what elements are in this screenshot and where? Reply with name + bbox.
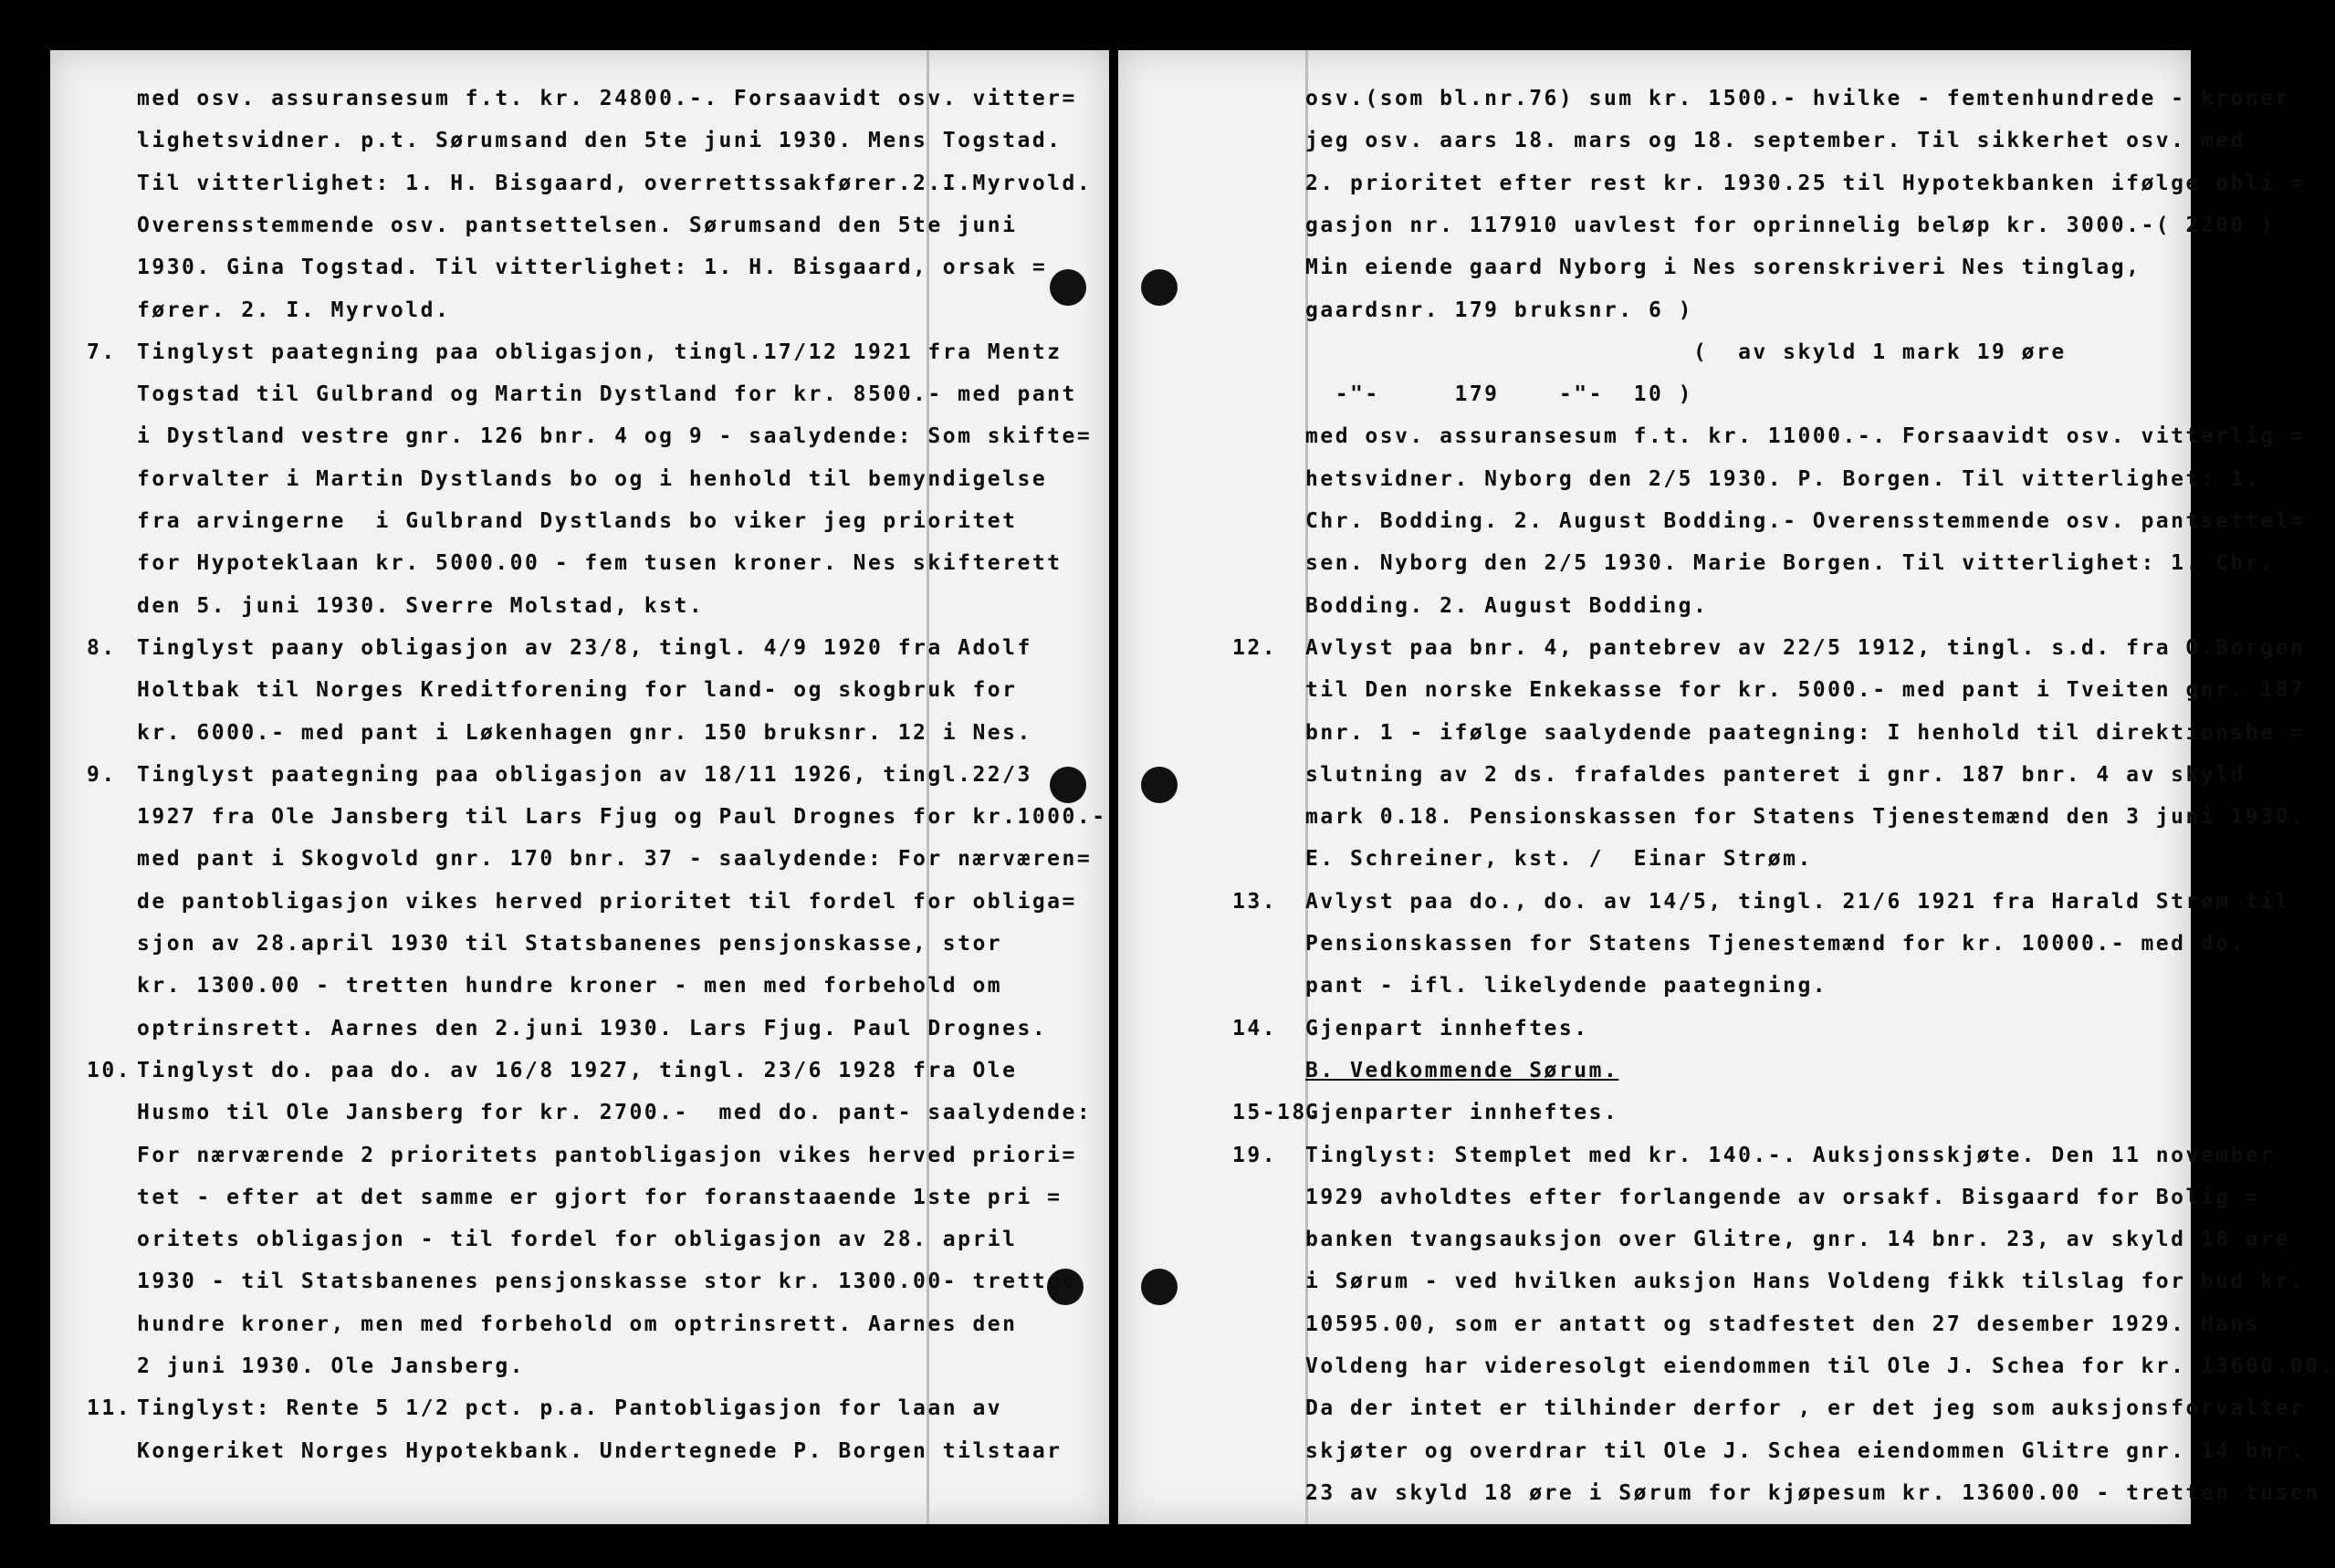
text-line: 1929 avholdtes efter forlangende av orsakf. Bisgaard for Bolig = <box>1305 1185 2261 1209</box>
text-line: fra arvingerne i Gulbrand Dystlands bo viker jeg prioritet <box>137 509 1018 533</box>
text-line: Overensstemmende osv. pantsettelsen. Sørumsand den 5te juni <box>137 213 1018 237</box>
punch-hole <box>1050 269 1086 306</box>
text-line: Til vitterlighet: 1. H. Bisgaard, overrettssakfører.2.I.Myrvold. <box>137 171 1093 195</box>
text-line: slutning av 2 ds. frafaldes panteret i gnr. 187 bnr. 4 av skyld <box>1305 762 2246 787</box>
text-line: i Sørum - ved hvilken auksjon Hans Voldeng fikk tilslag for bud kr. <box>1305 1270 2306 1294</box>
text-line: kr. 6000.- med pant i Løkenhagen gnr. 150 bruksnr. 12 i Nes. <box>137 720 1032 745</box>
punch-hole <box>1141 269 1178 306</box>
text-line: Chr. Bodding. 2. August Bodding.- Overensstemmende osv. pantsettel= <box>1305 509 2306 533</box>
text-line: Tinglyst: Stemplet med kr. 140.-. Auksjonsskjøte. Den 11 november <box>1305 1143 2276 1167</box>
text-line: 23 av skyld 18 øre i Sørum for kjøpesum kr. 13600.00 - tretten tusen <box>1305 1480 2320 1505</box>
text-line: lighetsvidner. p.t. Sørumsand den 5te juni 1930. Mens Togstad. <box>137 129 1063 153</box>
text-line: Gjenpart innheftes. <box>1305 1016 1589 1040</box>
text-line: de pantobligasjon vikes herved prioritet til fordel for obliga= <box>137 889 1077 914</box>
text-line: for Hypoteklaan kr. 5000.00 - fem tusen kroner. Nes skifterett <box>137 551 1063 576</box>
text-line: Togstad til Gulbrand og Martin Dystland for kr. 8500.- med pant <box>137 382 1077 407</box>
text-line: 1930. Gina Togstad. Til vitterlighet: 1. H. Bisgaard, orsak = <box>137 256 1048 280</box>
text-line: skjøter og overdrar til Ole J. Schea eiendommen Glitre gnr. 14 bnr. <box>1305 1438 2306 1463</box>
text-line: Tinglyst paategning paa obligasjon, tingl.17/12 1921 fra Mentz <box>137 340 1063 364</box>
text-line: Tinglyst paany obligasjon av 23/8, tingl. 4/9 1920 fra Adolf <box>137 635 1032 660</box>
text-line: Bodding. 2. August Bodding. <box>1305 593 1709 618</box>
text-line: gaardsnr. 179 bruksnr. 6 ) <box>1305 298 1694 322</box>
text-line: med osv. assuransesum f.t. kr. 24800.-. Forsaavidt osv. vitter= <box>137 87 1077 110</box>
entry-number: 11. <box>87 1396 132 1421</box>
text-line: osv.(som bl.nr.76) sum kr. 1500.- hvilke - femtenhundrede - kroner <box>1305 87 2290 110</box>
text-line: Min eiende gaard Nyborg i Nes sorenskriveri Nes tinglag, <box>1305 256 2141 280</box>
text-line: Tinglyst do. paa do. av 16/8 1927, tingl. 23/6 1928 fra Ole <box>137 1058 1018 1082</box>
entry-number: 15-18. <box>1232 1101 1323 1125</box>
text-line: mark 0.18. Pensionskassen for Statens Tjenestemænd den 3 juni 1930. <box>1305 805 2306 830</box>
text-line: 1930 - til Statsbanenes pensjonskasse stor kr. 1300.00- tretten <box>137 1270 1077 1294</box>
entry-number: 13. <box>1232 889 1278 914</box>
punch-hole <box>1050 767 1086 803</box>
text-line: banken tvangsauksjon over Glitre, gnr. 14 bnr. 23, av skyld 18 øre <box>1305 1228 2290 1252</box>
text-line: Avlyst paa bnr. 4, pantebrev av 22/5 1912, tingl. s.d. fra O.Borgen <box>1305 635 2306 660</box>
right-page <box>1118 50 2335 1524</box>
text-line: bnr. 1 - ifølge saalydende paategning: I henhold til direktionsbe = <box>1305 720 2306 745</box>
text-line: Holtbak til Norges Kreditforening for land- og skogbruk for <box>137 678 1018 703</box>
text-line: -"- 179 -"- 10 ) <box>1305 382 1694 407</box>
text-line: oritets obligasjon - til fordel for obligasjon av 28. april <box>137 1228 1018 1252</box>
text-line: til Den norske Enkekasse for kr. 5000.- med pant i Tveiten gnr. 187 <box>1305 678 2306 703</box>
punch-hole <box>1141 1269 1178 1305</box>
text-line: Tinglyst: Rente 5 1/2 pct. p.a. Pantobligasjon for laan av <box>137 1396 1003 1421</box>
text-line: 2 juni 1930. Ole Jansberg. <box>137 1354 526 1378</box>
text-line: jeg osv. aars 18. mars og 18. september. Til sikkerhet osv. med <box>1305 129 2246 153</box>
text-line: optrinsrett. Aarnes den 2.juni 1930. Lars Fjug. Paul Drognes. <box>137 1016 1048 1040</box>
text-line: Avlyst paa do., do. av 14/5, tingl. 21/6 1921 fra Harald Strøm til <box>1305 889 2290 914</box>
text-line: 1927 fra Ole Jansberg til Lars Fjug og Paul Drognes for kr.1000.- <box>137 805 1107 830</box>
text-line: hetsvidner. Nyborg den 2/5 1930. P. Borgen. Til vitterlighet: 1. <box>1305 466 2261 491</box>
text-line: For nærværende 2 prioritets pantobligasjon vikes herved priori= <box>137 1143 1077 1167</box>
entry-number: 9. <box>87 762 117 787</box>
text-line: Gjenparter innheftes. <box>1305 1101 1619 1125</box>
text-line: ( av skyld 1 mark 19 øre <box>1305 340 2067 364</box>
text-line: med osv. assuransesum f.t. kr. 11000.-. Forsaavidt osv. vitterlig = <box>1305 424 2306 449</box>
text-line: 10595.00, som er antatt og stadfestet den 27 desember 1929. Hans <box>1305 1312 2261 1336</box>
text-line: Da der intet er tilhinder derfor , er det jeg som auksjonsforvalter <box>1305 1396 2306 1421</box>
text-line: gasjon nr. 117910 uavlest for oprinnelig beløp kr. 3000.-( 2200 ) <box>1305 213 2276 237</box>
text-line: fører. 2. I. Myrvold. <box>137 298 451 322</box>
text-line: pant - ifl. likelydende paategning. <box>1305 974 1828 998</box>
text-line: forvalter i Martin Dystlands bo og i henhold til bemyndigelse <box>137 466 1048 491</box>
text-line: sjon av 28.april 1930 til Statsbanenes pensjonskasse, stor <box>137 932 1003 956</box>
text-line: Voldeng har videresolgt eiendommen til Ole J. Schea for kr. 13600.00. <box>1305 1354 2335 1378</box>
text-line: hundre kroner, men med forbehold om optrinsrett. Aarnes den <box>137 1312 1018 1336</box>
text-line: sen. Nyborg den 2/5 1930. Marie Borgen. Til vitterlighet: 1. Chr. <box>1305 551 2276 576</box>
entry-number: 10. <box>87 1058 132 1082</box>
text-line: kr. 1300.00 - tretten hundre kroner - men med forbehold om <box>137 974 1003 998</box>
entry-number: 12. <box>1232 635 1278 660</box>
left-page <box>50 50 1109 1524</box>
entry-number: 19. <box>1232 1143 1278 1167</box>
text-line: E. Schreiner, kst. / Einar Strøm. <box>1305 847 1813 872</box>
punch-hole <box>1141 767 1178 803</box>
text-line: Pensionskassen for Statens Tjenestemænd for kr. 10000.- med do. <box>1305 932 2246 956</box>
entry-number: 7. <box>87 340 117 364</box>
text-line: 2. prioritet efter rest kr. 1930.25 til Hypotekbanken ifølge obli = <box>1305 171 2306 195</box>
entry-number: 14. <box>1232 1016 1278 1040</box>
text-line: med pant i Skogvold gnr. 170 bnr. 37 - saalydende: For nærværen= <box>137 847 1093 872</box>
entry-number: 8. <box>87 635 117 660</box>
text-line: Tinglyst paategning paa obligasjon av 18/11 1926, tingl.22/3 <box>137 762 1032 787</box>
text-line: tet - efter at det samme er gjort for foranstaaende 1ste pri = <box>137 1185 1063 1209</box>
text-line: den 5. juni 1930. Sverre Molstad, kst. <box>137 593 705 618</box>
text-line: i Dystland vestre gnr. 126 bnr. 4 og 9 - saalydende: Som skifte= <box>137 424 1093 449</box>
section-heading: B. Vedkommende Sørum. <box>1305 1058 1619 1082</box>
text-line: Husmo til Ole Jansberg for kr. 2700.- med do. pant- saalydende: <box>137 1101 1093 1125</box>
text-line: Kongeriket Norges Hypotekbank. Undertegnede P. Borgen tilstaar <box>137 1438 1063 1463</box>
